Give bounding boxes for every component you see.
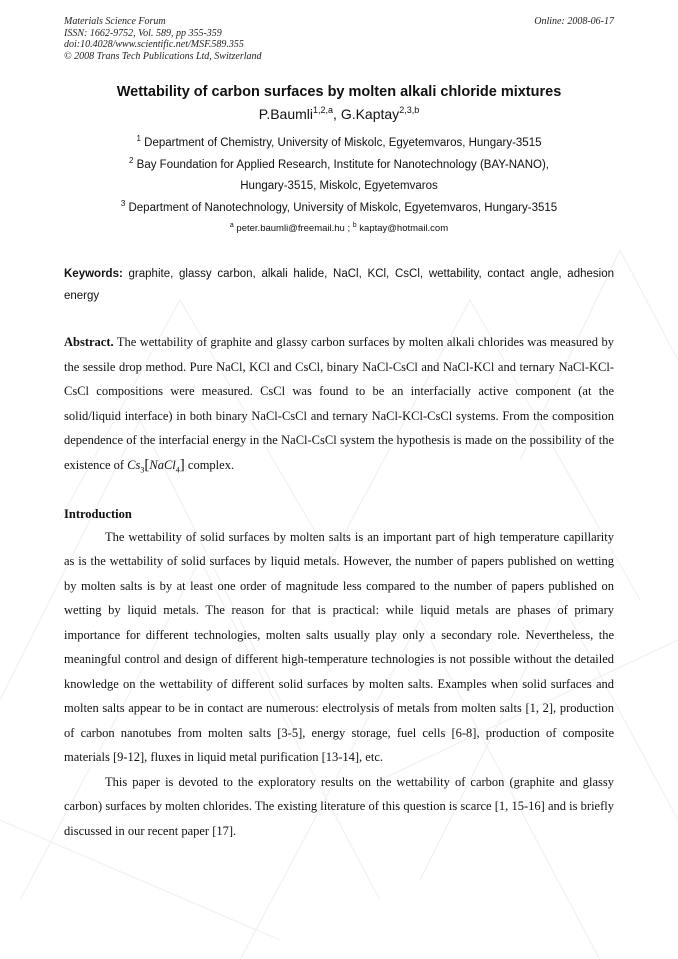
journal-name: Materials Science Forum — [64, 16, 166, 27]
journal-header — [64, 16, 614, 64]
affiliation-2-continued: Hungary-3515, Miskolc, Egyetemvaros — [240, 180, 438, 192]
formula-nacl: NaCl — [149, 457, 176, 472]
complex-formula — [127, 458, 185, 472]
formula-bracket: [ — [144, 456, 150, 473]
keywords-label: Keywords: — [64, 268, 123, 280]
journal-info — [64, 16, 614, 62]
affiliation-marker: 3 — [120, 198, 126, 208]
formula-subscript: 3 — [140, 465, 145, 474]
affiliation-2 — [64, 155, 614, 177]
affiliation-3 — [64, 198, 614, 220]
journal-doi: doi:10.4028/www.scientific.net/MSF.589.355 — [64, 39, 244, 50]
email-marker: b — [352, 222, 357, 229]
affiliation-marker: 1 — [136, 134, 141, 143]
abstract-section — [64, 330, 614, 483]
author-emails — [64, 219, 614, 239]
affiliation-text: Department of Nanotechnology, University of Miskolc, Egyetemvaros, Hungary-3515 — [125, 201, 558, 214]
email-marker: a — [229, 222, 234, 229]
formula-bracket: ] — [179, 456, 185, 473]
abstract-tail: complex. — [184, 457, 235, 472]
section-heading: Introduction — [64, 506, 132, 521]
affiliation-text: Department of Chemistry, University of Miskolc, Egyetemvaros, Hungary-3515 — [140, 137, 542, 149]
author-affiliation-marker: 2,3,b — [399, 105, 420, 115]
formula-cs: Cs — [127, 457, 141, 472]
abstract-label: Abstract. — [64, 335, 114, 349]
affiliation-marker: 2 — [129, 155, 134, 165]
journal-issn: ISSN: 1662-9752, Vol. 589, pp 355-359 — [64, 27, 222, 39]
keywords-text: graphite, glassy carbon, alkali halide, NaCl, KCl, CsCl, wettability, contact angle, adhesion energy — [64, 268, 614, 302]
body-paragraph: The wettability of solid surfaces by molten salts is an important part of high temperature capillarity as is the wettability of solid surfaces by liquid metals. However, the number of papers published on wetting by molten salts is by at least one order of magnitude less compared to the number of papers published on wetting by liquid metals. The reason for that is practical: while liquid metals are phases of primary importance for different technologies, molten salts usually play only a secondary role. Nevertheless, the meaningful control and design of different high-temperature technologies is not possible without the detailed knowledge on the wettability of different solid surfaces by molten salts. Examples when solid surfaces and molten salts appear to be in contact are numerous: electrolysis of metals from molten salts [1, 2], production of carbon nanotubes from molten salts [3-5], energy storage, fuel cells [6-8], production of composite materials [9-12], fluxes in liquid metal purification [13-14], etc. — [64, 529, 614, 764]
online-date: Online: 2008-06-17 — [534, 16, 614, 27]
affiliation-list — [64, 133, 614, 219]
journal-copyright: © 2008 Trans Tech Publications Ltd, Switzerland — [64, 50, 262, 62]
author-name: G.Kaptay — [340, 106, 400, 122]
author-affiliation-marker: 1,2,a — [313, 105, 334, 115]
author-list — [64, 105, 614, 123]
author-separator: , — [333, 106, 341, 122]
affiliation-text: Bay Foundation for Applied Research, Institute for Nanotechnology (BAY-NANO), — [133, 158, 549, 171]
formula-subscript: 4 — [175, 465, 180, 474]
paper-title: Wettability of carbon surfaces by molten alkali chloride mixtures — [116, 84, 562, 100]
keywords-section — [64, 263, 614, 307]
page-content — [64, 16, 614, 843]
abstract-text: The wettability of graphite and glassy carbon surfaces by molten alkali chlorides was measured by the sessile drop method. Pure NaCl, KCl and CsCl, binary NaCl-CsCl and NaCl-KCl and ternary NaCl-KCl-CsCl compositions were measured. CsCl was found to be an interfacially active component (at the solid/liquid interface) in both binary NaCl-CsCl and ternary NaCl-KCl-CsCl systems. From the composition dependence of the interfacial energy in the NaCl-CsCl system the hypothesis is made on the possibility of the existence of — [64, 335, 614, 472]
author-name: P.Baumli — [258, 106, 313, 122]
email-address: kaptay@hotmail.com — [356, 223, 449, 234]
body-paragraph: This paper is devoted to the exploratory results on the wettability of carbon (graphite and glassy carbon) surfaces by molten chlorides. The existing literature of this question is scarce [1, 15-16] and is briefly discussed in our recent paper [17]. — [64, 774, 614, 838]
affiliation-1 — [64, 133, 614, 155]
email-address: peter.baumli@freemail.hu ; — [233, 223, 353, 234]
